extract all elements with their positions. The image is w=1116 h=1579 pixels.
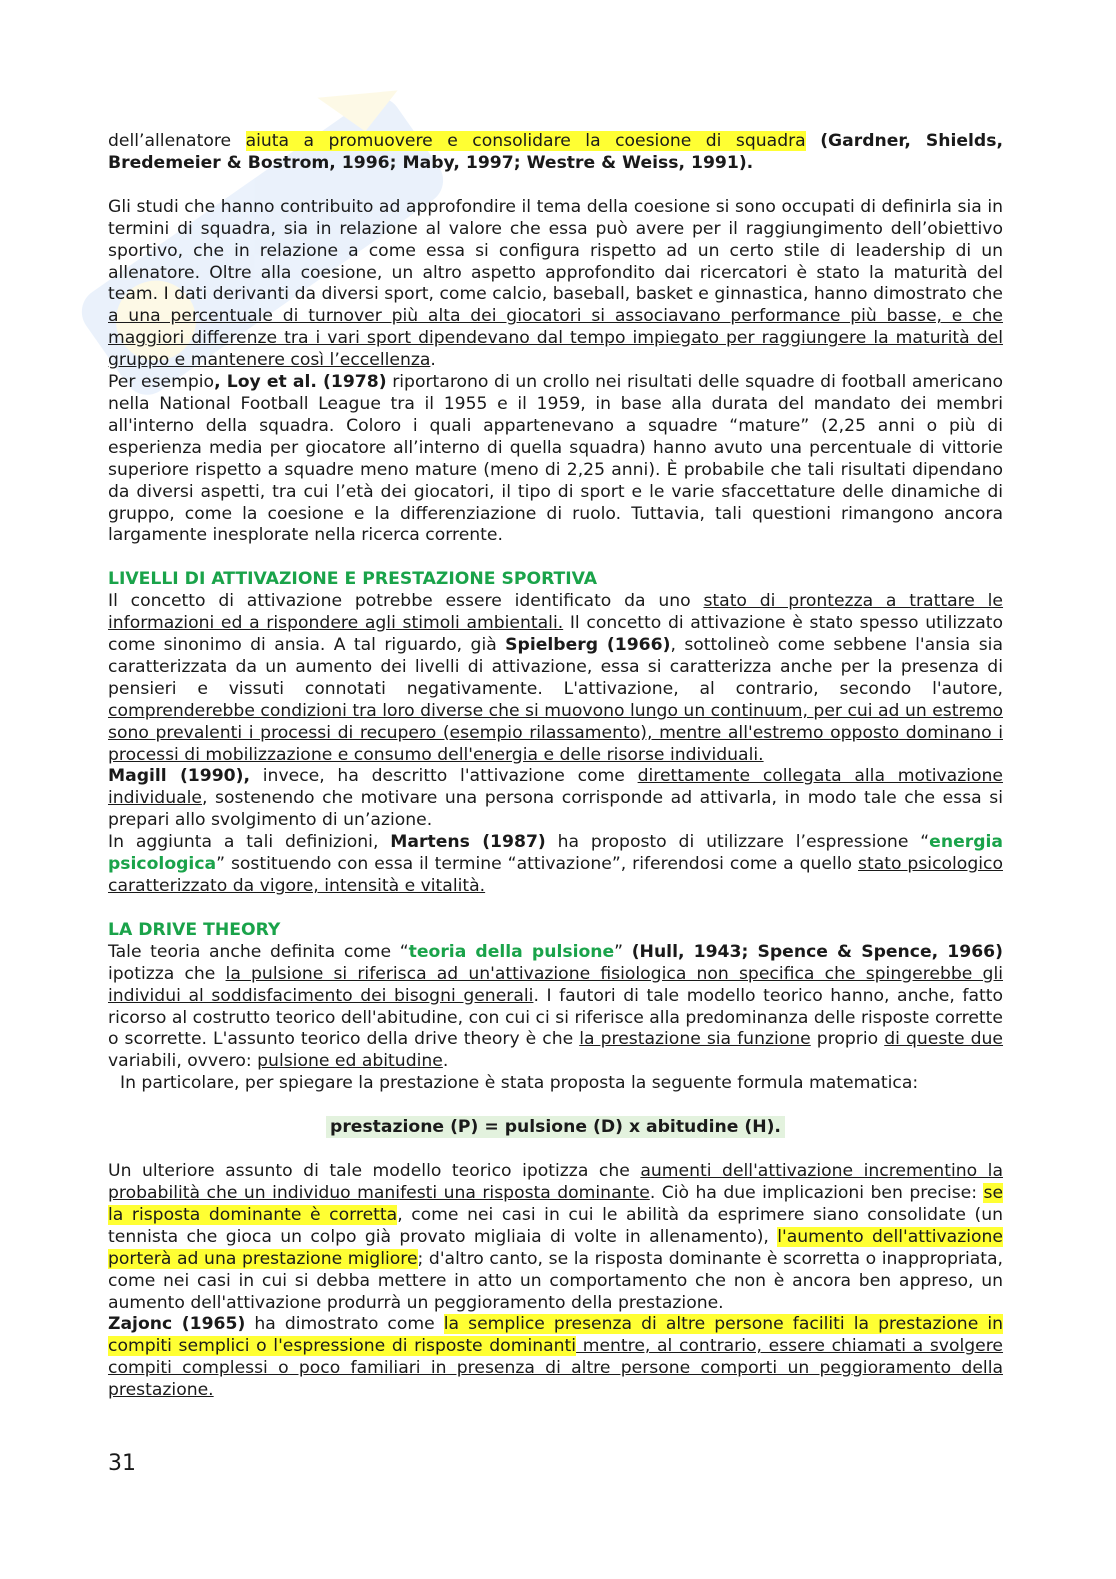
citation: Zajonc (1965) [108, 1314, 246, 1335]
text-span: dell’allenatore [108, 131, 246, 151]
underlined-text: la pulsione si riferisca ad un'attivazione fisiologica non specifica che spingerebbe gli individui al soddisfacimento dei bisogni generali [108, 963, 1003, 1006]
key-term: teoria della pulsione [408, 941, 615, 962]
paragraph-3 [108, 372, 1003, 547]
document-body [108, 131, 1003, 1402]
text-span: Un ulteriore assunto di tale modello teorico ipotizza che [108, 1161, 641, 1182]
text-span: ha proposto di utilizzare l’espressione “ [545, 832, 930, 853]
text-span [806, 131, 820, 151]
key-term: energia psicologica [108, 832, 1003, 875]
highlighted-text: se la risposta dominante è corretta [108, 1182, 1004, 1225]
citation: , Loy et al. (1978) [214, 372, 387, 393]
text-span: ha dimostrato come [245, 1314, 444, 1335]
text-span: ipotizza che [108, 963, 226, 984]
highlighted-text: la semplice presenza di altre persone faciliti la prestazione in compiti semplici o l'espressione di risposte dominanti [108, 1314, 1003, 1357]
paragraph-5 [108, 766, 1003, 832]
citation: Magill (1990), [108, 766, 251, 787]
citation: (Gardner, Shields, Bredemeier & Bostrom, 1996; Maby, 1997; Westre & Weiss, 1991). [108, 131, 1003, 173]
text-span: , come nei casi in cui le abilità da esprimere siano consolidate (un tennista che gioca un colpo già provato migliaia di volte in allenamento), [108, 1204, 1003, 1247]
text-span: ” [614, 941, 632, 962]
text-span: Il concetto di attivazione potrebbe essere identificato da uno [108, 591, 704, 612]
text-span: , sostenendo che motivare una persona corrisponde ad attivarla, in modo tale che essa si prepari allo svolgimento di un’azione. [108, 788, 1003, 831]
paragraph-4 [108, 591, 1003, 766]
highlighted-text: aiuta a promuovere e consolidare la coesione di squadra [245, 131, 806, 151]
page-number: 31 [108, 1451, 136, 1476]
underlined-text: mentre, al contrario, essere chiamati a svolgere compiti complessi o poco familiari in presenza di altre persone comporti un peggioramento della prestazione. [108, 1336, 1004, 1401]
text-span: , sottolineò come sebbene l'ansia sia caratterizzata da un aumento dei livelli di attivazione, essa si caratterizza anche per la presenza di pensieri e vissuti connotati negativamente. L'attivazione, al contrario, secondo l'autore, [108, 635, 1003, 699]
underlined-text: stato di prontezza a trattare le informazioni ed a rispondere agli stimoli ambientali. [108, 591, 1004, 634]
text-span: Gli studi che hanno contribuito ad approfondire il tema della coesione si sono occupati di definirla sia in termini di squadra, sia in relazione al valore che essa può avere per il raggiungimento dell’obiettivo sportivo, che in relazione a come essa si configura rispetto ad un certo stile di leadership di un allenatore. Oltre alla coesione, un altro aspetto approfondito dai ricercatori è stato la maturità del team. I dati derivanti da diversi sport, come calcio, baseball, basket e ginnastica, hanno dimostrato che [108, 196, 1003, 305]
underlined-text: direttamente collegata alla motivazione individuale [108, 766, 1003, 809]
text-span: Per esempio [108, 372, 215, 393]
citation: Spielberg (1966) [505, 635, 671, 656]
underlined-text: stato psicologico caratterizzato da vigore, intensità e vitalità. [108, 854, 1003, 896]
text-span: invece, ha descritto l'attivazione come [250, 766, 638, 787]
formula: prestazione (P) = pulsione (D) x abitudine (H). [326, 1116, 785, 1138]
underlined-text: aumenti dell'attivazione incrementino la probabilità che un individuo manifesti una risposta dominante [108, 1161, 1003, 1203]
paragraph-7 [108, 942, 1003, 1073]
text-span: ” sostituendo con essa il termine “attivazione”, riferendosi come a quello [216, 854, 858, 875]
text-span: ; d'altro canto, se la risposta dominante è scorretta o inappropriata, come nei casi in cui si debba mettere in atto un comportamento che non è ancora ben appreso, un aumento dell'attivazione produrrà un peggioramento della prestazione. [108, 1248, 1003, 1313]
formula-line [108, 1117, 1003, 1139]
text-span: proprio [810, 1029, 885, 1050]
text-span: . [442, 1051, 449, 1072]
text-span: . Ciò ha due implicazioni ben precise: [649, 1182, 984, 1203]
citation: Martens (1987) [390, 832, 546, 853]
text-span: variabili, ovvero: [108, 1051, 258, 1072]
section-heading-activation: LIVELLI DI ATTIVAZIONE E PRESTAZIONE SPORTIVA [108, 569, 598, 590]
text-span: Tale teoria anche definita come “ [108, 941, 409, 962]
paragraph-8: In particolare, per spiegare la prestazione è stata proposta la seguente formula matematica: [120, 1073, 919, 1094]
section-heading-drive-theory: LA DRIVE THEORY [108, 919, 281, 940]
underlined-text: di queste due [884, 1029, 1004, 1050]
citation: (Hull, 1943; Spence & Spence, 1966) [631, 941, 1003, 962]
paragraph-1 [108, 131, 1003, 175]
paragraph-10 [108, 1314, 1003, 1402]
underlined-text: pulsione ed abitudine [257, 1051, 443, 1072]
text-span: Il concetto di attivazione è stato spesso utilizzato come sinonimo di ansia. A tal riguardo, già [108, 613, 1003, 656]
paragraph-2 [108, 197, 1003, 372]
underlined-text: a una percentuale di turnover più alta dei giocatori si associavano performance più basse, e che maggiori differenze tra i vari sport dipendevano dal tempo impiegato per raggiungere la maturità del gruppo e mantenere così l’eccellenza [108, 306, 1003, 371]
text-span: . I fautori di tale modello teorico hanno, anche, fatto ricorso al costrutto teorico dell'abitudine, con cui ci si riferisce alla predominanza delle risposte corrette o scorrette. L'assunto teorico della drive theory è che [108, 985, 1003, 1050]
paragraph-9 [108, 1161, 1003, 1314]
text-span: riportarono di un crollo nei risultati delle squadre di football americano nella National Football League tra il 1955 e il 1959, in base alla durata del mandato dei membri all'interno della squadra. Coloro i quali appartenevano a squadre “mature” (2,25 anni o più di esperienza media per giocatore all’interno di quella squadra) hanno avuto una percentuale di vittorie superiore rispetto a squadre meno mature (meno di 2,25 anni). È probabile che tali risultati dipendano da diversi aspetti, tra cui l’età dei giocatori, il tipo di sport e le varie sfaccettature delle dinamiche di gruppo, come la coesione e la differenziazione di ruolo. Tuttavia, tali questioni rimangono ancora largamente inesplorate nella ricerca corrente. [108, 372, 1004, 546]
underlined-text: la prestazione sia funzione [579, 1029, 811, 1050]
underlined-text: comprenderebbe condizioni tra loro diverse che si muovono lungo un continuum, per cui ad un estremo sono prevalenti i processi di recupero (esempio rilassamento), mentre all'estremo opposto dominano i processi di mobilizzazione e consumo dell'energia e delle risorse individuali. [108, 700, 1003, 765]
text-span: In aggiunta a tali definizioni, [108, 832, 391, 853]
paragraph-6 [108, 832, 1003, 898]
highlighted-text: l'aumento dell'attivazione porterà ad una prestazione migliore [108, 1226, 1003, 1269]
text-span: . [430, 350, 436, 371]
